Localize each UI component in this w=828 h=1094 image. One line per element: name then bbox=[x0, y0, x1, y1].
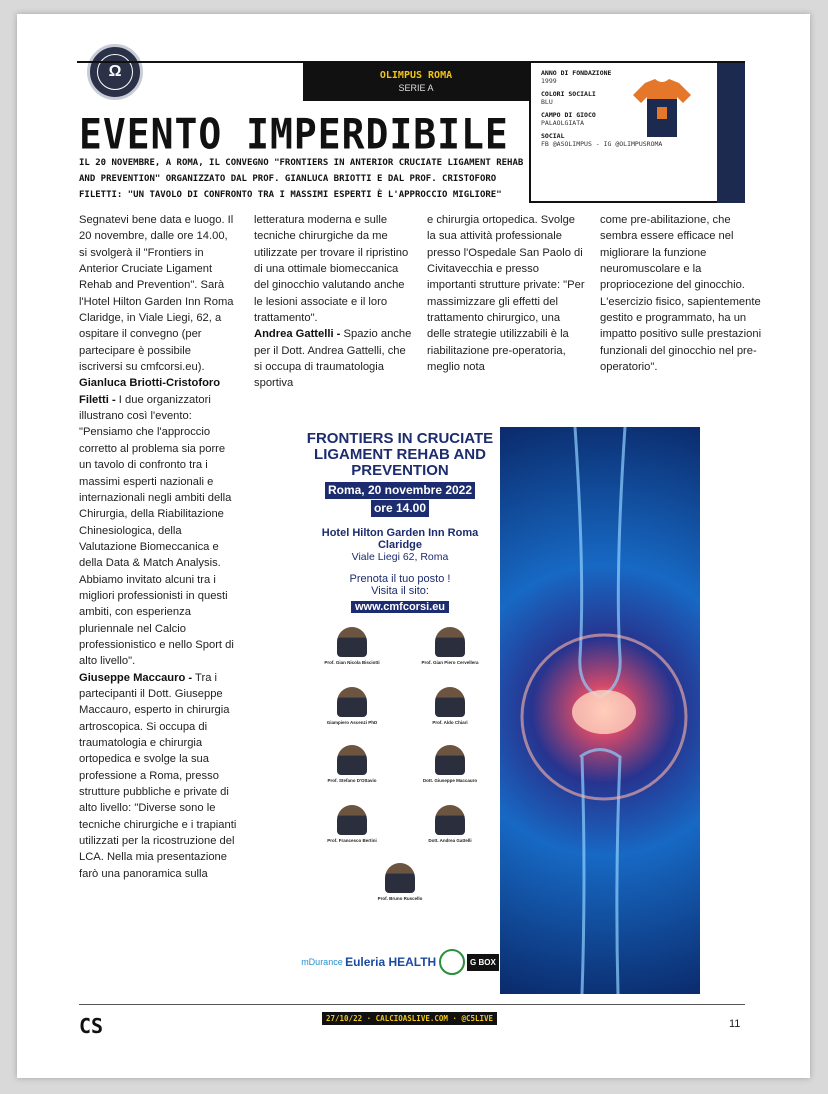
team-name: OLIMPUS ROMA bbox=[379, 70, 453, 81]
info-value: BLU bbox=[541, 98, 553, 106]
paragraph: come pre-abilitazione, che sembra essere efficace nel migliorare la funzione neuromuscolare e la propriocezione del ginocchio. L'esercizio fisico, sapientemente gestito e programmato, ha un impatto positivo sulle prestazioni funzionali del ginocchio nel pre-operatorio". bbox=[600, 214, 762, 374]
speaker-card bbox=[352, 863, 448, 901]
speaker-card bbox=[304, 627, 400, 665]
poster-title: FRONTIERS IN CRUCIATE LIGAMENT REHAB AND PREVENTION bbox=[306, 430, 494, 479]
footer-date-line: 27/10/22 · CALCIOASLIVE.COM · @C5LIVE bbox=[322, 1012, 497, 1025]
interview-heading: Giuseppe Maccauro - bbox=[79, 671, 193, 684]
speaker-card bbox=[304, 745, 400, 783]
speaker-photo bbox=[337, 805, 367, 835]
speaker-card bbox=[402, 627, 498, 665]
speaker-photo bbox=[385, 863, 415, 893]
speaker-photo bbox=[435, 687, 465, 717]
speaker-name: Prof. Stefano D'Ottavio bbox=[327, 778, 377, 783]
article-title: EVENTO IMPERDIBILE bbox=[79, 110, 509, 159]
paragraph: e chirurgia ortopedica. Svolge la sua attività professionale presso l'Ospedale San Paolo di Civitavecchia e presso importanti strutture private: "Per massimizzare gli effetti del trattamento chirurgico, una delle strategie utilizzabili è la riabilitazione pre-operatoria, meglio nota bbox=[427, 214, 585, 374]
info-label: SOCIAL bbox=[541, 132, 565, 140]
article-column-3 bbox=[427, 212, 585, 375]
info-value: FB @ASOLIMPUS - IG @OLIMPUSROMA bbox=[541, 140, 663, 148]
article-column-4 bbox=[600, 212, 765, 375]
speaker-card bbox=[402, 687, 498, 725]
info-value: 1999 bbox=[541, 77, 557, 85]
speaker-grid bbox=[300, 615, 500, 901]
magazine-page bbox=[17, 14, 810, 1078]
speaker-card bbox=[402, 745, 498, 783]
speaker-name: Prof. Aldo Chiari bbox=[432, 720, 468, 725]
poster-cta: Prenota il tuo posto ! bbox=[349, 573, 451, 585]
team-info-box bbox=[529, 63, 746, 203]
poster-time: ore 14.00 bbox=[371, 500, 429, 517]
page-number: 11 bbox=[729, 1018, 741, 1030]
event-poster bbox=[300, 427, 700, 994]
paragraph: I due organizzatori illustrano così l'evento: "Pensiamo che l'approccio corretto al problema sia porre un tavolo di confronto tra i massimi esperti nazionali e internazionali negli ambiti della Chirurgia, della Riabilitazione Chinesiologica, della Valutazione Biomeccanica e della Data & Match Analysis. Abbiamo invitato alcuni tra i migliori professionisti in questi ambiti, con esperienza pluriennale nel Calcio professionistico e nello Sport di alto livello". bbox=[79, 393, 234, 668]
knee-illustration bbox=[500, 427, 700, 994]
jersey-icon bbox=[631, 77, 693, 139]
info-label: ANNO DI FONDAZIONE bbox=[541, 69, 612, 77]
team-header bbox=[303, 63, 529, 101]
interview-heading: Andrea Gattelli - bbox=[254, 328, 341, 341]
poster-cta-site: Visita il sito: bbox=[371, 585, 429, 597]
footer-rule bbox=[79, 1004, 745, 1005]
header-stripe bbox=[717, 63, 745, 203]
speaker-name: Giampiero Ascenzi PhD bbox=[326, 720, 378, 725]
sponsor-gbox-logo: G BOX bbox=[467, 954, 499, 971]
speaker-photo bbox=[435, 745, 465, 775]
paragraph: Segnatevi bene data e luogo. Il 20 novembre, dalle ore 14.00, si svolgerà il "Frontiers in Anterior Cruciate Ligament Rehab and Prevention". Sarà l'Hotel Hilton Garden Inn Roma Claridge, in Viale Liegi, 62, a ospitare il convegno (per partecipare è possibile iscriversi su cmfcorsi.eu). bbox=[79, 214, 234, 374]
info-label: COLORI SOCIALI bbox=[541, 90, 596, 98]
sponsor-row bbox=[300, 949, 500, 975]
speaker-card bbox=[402, 805, 498, 843]
sponsor-circle-logo bbox=[439, 949, 465, 975]
speaker-name: Prof. Francesco Bertini bbox=[327, 838, 377, 843]
article-subtitle: IL 20 NOVEMBRE, A ROMA, IL CONVEGNO "FRONTIERS IN ANTERIOR CRUCIATE LIGAMENT REHAB AND PREVENTION" ORGANIZZATO DAL PROF. GIANLUCA BRIOTTI E DAL PROF. CRISTOFORO FILETTI: "UN TAVOLO DI CONFRONTO TRA I MASSIMI ESPERTI È L'APPROCCIO MIGLIORE" bbox=[79, 158, 524, 200]
paragraph: letteratura moderna e sulle tecniche chirurgiche da me utilizzate per trovare il ripristino di una ottimale biomeccanica del ginocchio valutando anche le lesioni associate e il loro trattamento". bbox=[254, 214, 409, 325]
paragraph: Tra i partecipanti il Dott. Giuseppe Maccauro, esperto in chirurgia artroscopica. Si occupa di traumatologia e chirurgia ortopedica e svolge la sua professione a Roma, presso strutture pubbliche e private di alto livello: "Diverse sono le tecniche chirurgiche e i trapianti utilizzati per la ricostruzione del LCA. Nella mia presentazione farò una panoramica sulla bbox=[79, 671, 237, 880]
article-column-1 bbox=[79, 212, 237, 882]
knee-xray-graphic bbox=[500, 427, 700, 994]
info-value: PALAOLGIATA bbox=[541, 119, 585, 127]
poster-address: Viale Liegi 62, Roma bbox=[351, 551, 449, 563]
interview-heading: Gianluca Briotti-Cristoforo Filetti - bbox=[79, 377, 221, 406]
speaker-photo bbox=[337, 687, 367, 717]
sponsor-euleria-logo: Euleria HEALTH bbox=[345, 955, 437, 969]
sponsor-mdurance-logo: mDurance bbox=[301, 957, 343, 967]
poster-venue: Hotel Hilton Garden Inn Roma Claridge bbox=[321, 527, 479, 551]
speaker-photo bbox=[337, 745, 367, 775]
magazine-logo: CS bbox=[79, 1014, 104, 1038]
poster-left-panel bbox=[300, 427, 500, 994]
speaker-card bbox=[304, 687, 400, 725]
poster-url-link[interactable]: www.cmfcorsi.eu bbox=[351, 601, 449, 613]
speaker-name: Prof. Gian Piero Cervellera bbox=[421, 660, 479, 665]
article-column-2 bbox=[254, 212, 412, 392]
paragraph: Spazio anche per il Dott. Andrea Gattelli, che si occupa di traumatologia sportiva bbox=[254, 328, 412, 390]
speaker-name: Dott. Giuseppe Maccauro bbox=[422, 778, 478, 783]
speaker-photo bbox=[435, 627, 465, 657]
speaker-card bbox=[304, 805, 400, 843]
speaker-name: Prof. Bruno Ruscello bbox=[377, 896, 423, 901]
speaker-name: Dott. Andrea Gattelli bbox=[428, 838, 472, 843]
info-rule bbox=[529, 201, 717, 203]
poster-date: Roma, 20 novembre 2022 bbox=[325, 482, 475, 499]
team-league: SERIE A bbox=[398, 83, 434, 93]
info-label: CAMPO DI GIOCO bbox=[541, 111, 596, 119]
speaker-name: Prof. Gian Nicola Bisciotti bbox=[324, 660, 380, 665]
speaker-photo bbox=[337, 627, 367, 657]
olimpus-logo: Ω bbox=[87, 44, 143, 100]
speaker-photo bbox=[435, 805, 465, 835]
